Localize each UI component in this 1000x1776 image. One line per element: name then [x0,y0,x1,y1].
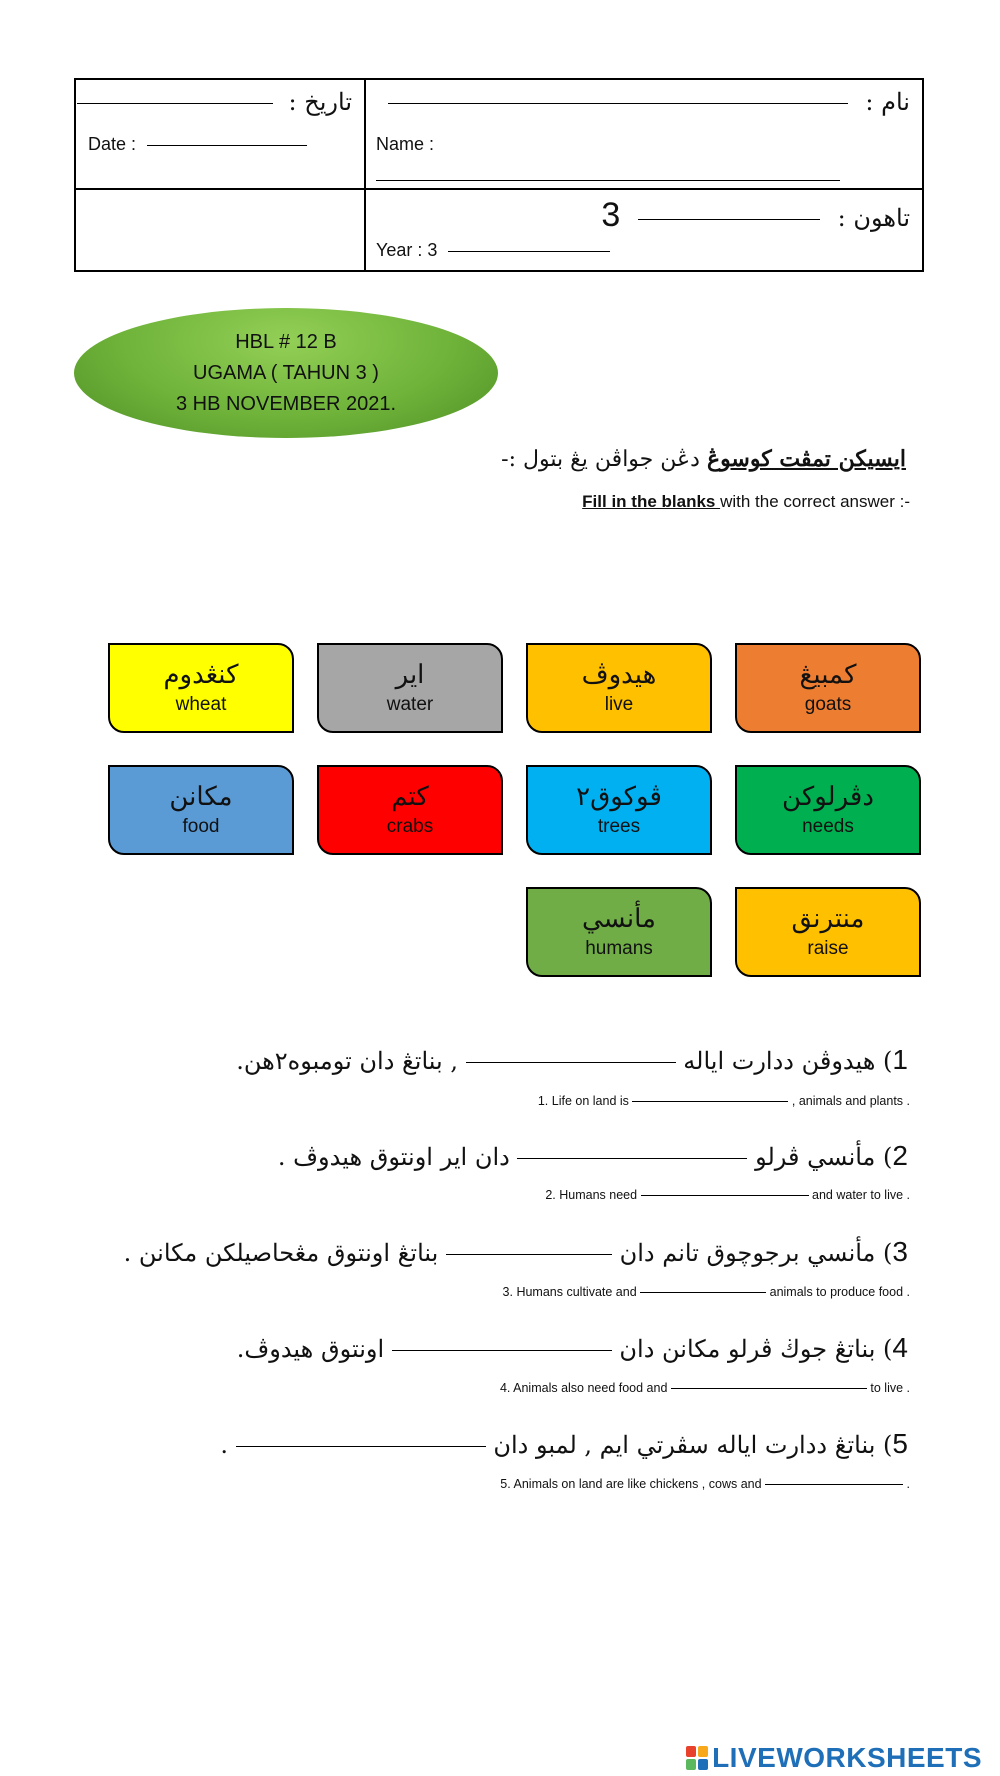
question-ar-before: بناتڠ ددارت اياله سڤرتي ايم , لمبو دان [493,1431,876,1459]
question-number: 3 [892,1236,908,1267]
question-3-en [503,1285,910,1299]
question-en-before: 2. Humans need [545,1188,638,1202]
logo-text: LIVEWORKSHEETS [712,1742,982,1773]
card-ar-text: كنڠدوم [163,660,239,690]
instruction-en [582,492,910,512]
instruction-en-bold: Fill in the blanks [582,492,721,511]
question-2-ar: 2) مأنسي ڤرلو دان اير اونتوق هيدوڤ . [277,1140,908,1171]
date-en-label: Date : [88,134,137,154]
answer-blank-ar[interactable] [236,1446,486,1447]
answer-blank-ar[interactable] [466,1062,676,1063]
card-en-text: water [386,694,434,715]
answer-blank-en[interactable] [632,1101,788,1102]
question-ar-after: . [220,1431,229,1459]
date-ar-label: تاريخ : [288,88,352,116]
name-ar-label: نام : [865,88,910,116]
question-ar-after: بناتڠ اونتوق مڠحاصيلکن مکانن . [123,1239,439,1267]
card-en-text: needs [802,816,854,837]
card-ar-text: ڤوکوق٢ [576,782,662,812]
question-1-ar: 1) هيدوڤن ددارت اياله , بناتڠ دان تومبوه٢هن. [236,1044,908,1075]
year-ar-blank[interactable] [638,219,820,220]
question-4-ar: 4) بناتڠ جوڬ ڤرلو مکانن دان اونتوق هيدوڤ. [236,1332,908,1363]
year-en-row [376,240,610,261]
question-5-ar: 5) بناتڠ ددارت اياله سڤرتي ايم , لمبو دان . [220,1428,908,1459]
date-ar-blank[interactable] [77,103,273,104]
date-ar-row [77,88,352,116]
card-en-text: food [182,816,220,837]
year-en-value: 3 [427,240,438,260]
question-ar-before: هيدوڤن ددارت اياله [683,1047,876,1075]
card-en-text: raise [807,938,849,959]
instruction-ar [501,446,906,472]
card-en-text: wheat [175,694,227,715]
question-number: 4 [892,1332,908,1363]
question-en-after: and water to live . [812,1188,910,1202]
word-card-water[interactable] [317,643,503,733]
word-card-needs[interactable] [735,765,921,855]
table-divider-vertical [364,80,366,270]
question-2-en [545,1188,910,1202]
question-ar-after: دان اير اونتوق هيدوڤ . [277,1143,510,1171]
question-en-before: 5. Animals on land are like chickens , cows and [500,1477,762,1491]
question-ar-after: اونتوق هيدوڤ. [236,1335,385,1363]
question-4-en [500,1381,910,1395]
year-ar-row [601,196,910,235]
question-5-en [500,1477,910,1491]
question-ar-before: مأنسي برجوچوق تانم دان [619,1239,876,1267]
answer-blank-ar[interactable] [446,1254,612,1255]
question-en-before: 3. Humans cultivate and [502,1285,637,1299]
year-en-blank[interactable] [448,251,610,252]
word-card-live[interactable] [526,643,712,733]
answer-blank-ar[interactable] [392,1350,612,1351]
liveworksheets-logo-icon [686,1746,708,1770]
card-ar-text: کتم [391,782,429,812]
card-ar-text: مأنسي [582,904,656,934]
question-1-en [538,1094,910,1108]
answer-blank-en[interactable] [671,1388,867,1389]
word-card-goats[interactable] [735,643,921,733]
name-en-label: Name : [376,134,435,154]
question-en-after: , animals and plants . [791,1094,910,1108]
card-ar-text: مکانن [169,782,233,812]
card-en-text: goats [804,694,852,715]
instruction-ar-rest: دڠن جواڤن يڠ بتول :- [501,447,707,472]
question-ar-before: مأنسي ڤرلو [755,1143,876,1171]
word-card-raise[interactable] [735,887,921,977]
question-en-before: 4. Animals also need food and [499,1381,668,1395]
answer-blank-en[interactable] [765,1484,903,1485]
instruction-ar-bold: ايسيكن تمڤت كوسوڠ [706,446,906,472]
card-ar-text: دڤرلوکن [782,782,874,812]
question-en-before: 1. Life on land is [537,1094,629,1108]
name-en-blank[interactable] [376,180,840,181]
date-en-blank[interactable] [147,145,307,146]
card-en-text: crabs [386,816,434,837]
year-en-label: Year : [376,240,423,260]
card-ar-text: کمبيڠ [799,660,857,690]
word-card-crabs[interactable] [317,765,503,855]
question-number: 1 [892,1044,908,1075]
card-en-text: live [604,694,634,715]
question-ar-after: , بناتڠ دان تومبوه٢هن. [236,1047,458,1075]
year-ar-label: تاهون : [837,204,910,232]
title-oval [74,308,498,438]
question-3-ar: 3) مأنسي برجوچوق تانم دان بناتڠ اونتوق مڠحاصيلکن مکانن . [123,1236,908,1267]
word-card-trees[interactable] [526,765,712,855]
card-ar-text: منترنق [791,904,865,934]
question-en-after: animals to produce food . [769,1285,910,1299]
word-card-wheat[interactable] [108,643,294,733]
liveworksheets-logo[interactable] [686,1742,982,1774]
question-en-after: . [906,1477,910,1491]
name-ar-blank[interactable] [388,103,848,104]
answer-blank-en[interactable] [641,1195,809,1196]
title-line-2: UGAMA ( TAHUN 3 ) [193,361,379,384]
date-en-row [88,134,307,155]
answer-blank-en[interactable] [640,1292,766,1293]
word-card-food[interactable] [108,765,294,855]
year-ar-value: 3 [601,196,621,234]
question-number: 5 [892,1428,908,1459]
word-card-humans[interactable] [526,887,712,977]
card-en-text: trees [597,816,641,837]
title-line-1: HBL # 12 B [235,330,337,353]
card-ar-text: اير [395,660,425,690]
card-ar-text: هيدوڤ [581,660,657,690]
question-en-after: to live . [870,1381,910,1395]
instruction-en-rest: with the correct answer :- [720,492,910,511]
name-ar-row [388,88,910,116]
table-divider-horizontal [76,188,922,190]
student-info-table [74,78,924,272]
answer-blank-ar[interactable] [517,1158,747,1159]
card-en-text: humans [585,938,653,959]
title-line-3: 3 HB NOVEMBER 2021. [175,392,397,415]
question-number: 2 [892,1140,908,1171]
question-ar-before: بناتڠ جوڬ ڤرلو مکانن دان [619,1335,876,1363]
